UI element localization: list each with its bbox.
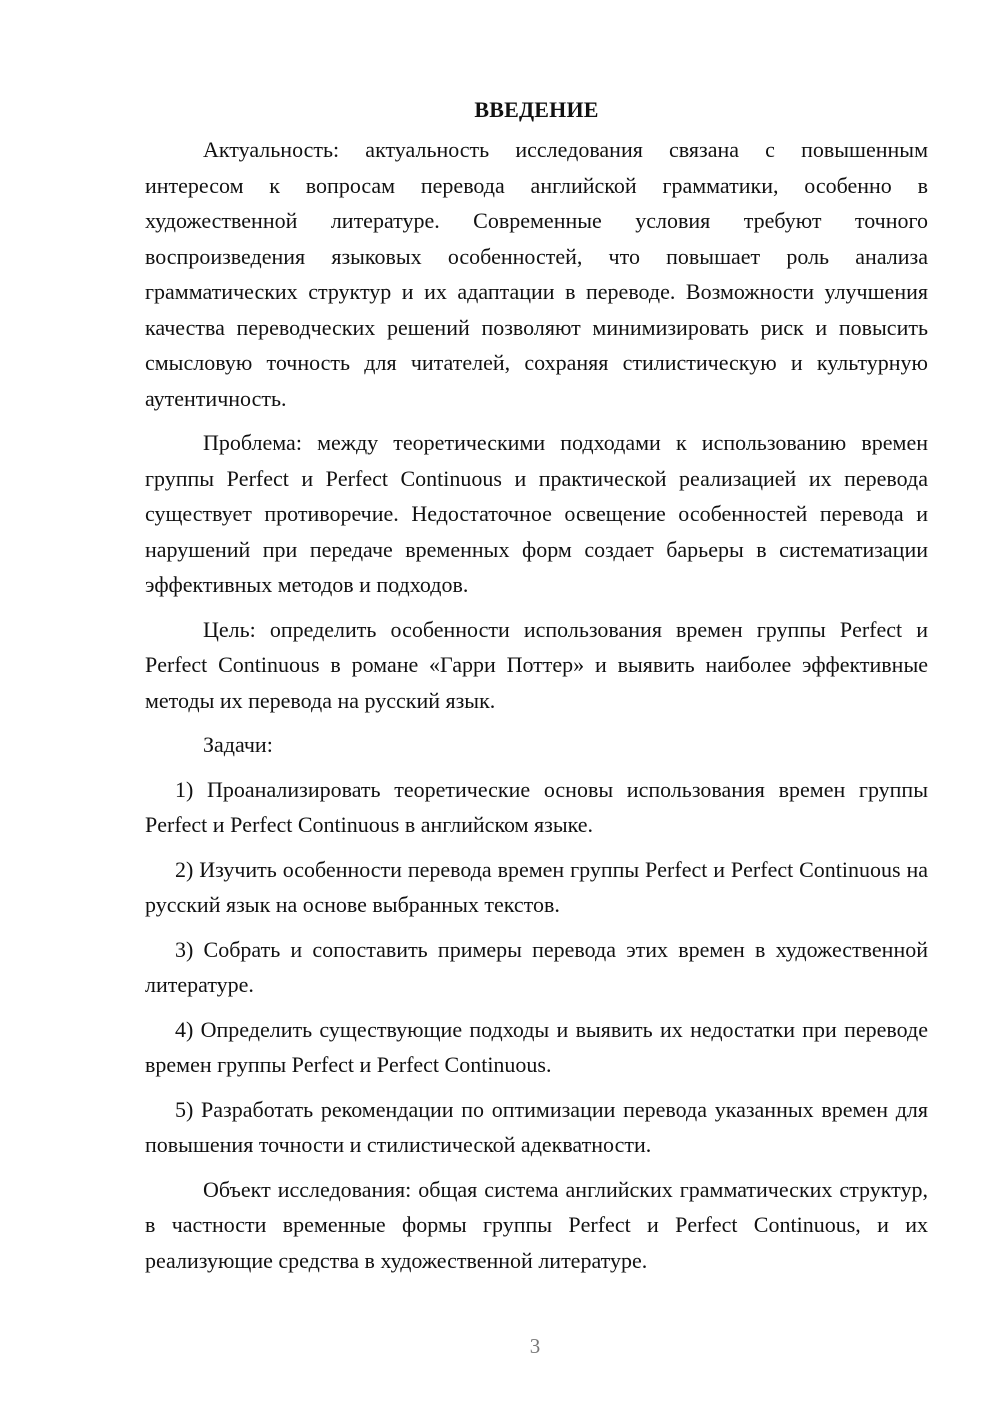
page-number: 3 — [529, 1334, 541, 1358]
section-title: ВВЕДЕНИЕ — [474, 97, 599, 122]
goal-paragraph: Цель: определить особенности использования времен группы Perfect и Perfect Continuous в романе «Гарри Поттер» и выявить наиболее эффективные методы их перевода на русский язык. — [145, 616, 928, 713]
problem-paragraph: Проблема: между теоретическими подходами к использованию времен группы Perfect и Perfect Continuous и практической реализацией их перевода существует противоречие. Недостаточное освещение особенностей перевода и нарушений при передаче временных форм создает барьеры в систематизации эффективных методов и подходов. — [145, 430, 928, 597]
task-item-5: 5) Разработать рекомендации по оптимизации перевода указанных времен для повышения точности и стилистической адекватности. — [145, 1096, 928, 1157]
tasks-label: Задачи: — [203, 732, 273, 757]
task-item-2: 2) Изучить особенности перевода времен группы Perfect и Perfect Continuous на русский язык на основе выбранных текстов. — [145, 856, 928, 917]
task-item-4: 4) Определить существующие подходы и выявить их недостатки при переводе времен группы Perfect и Perfect Continuous. — [145, 1016, 928, 1077]
object-paragraph: Объект исследования: общая система английских грамматических структур, в частности временные формы группы Perfect и Perfect Continuous, и их реализующие средства в художественной литературе. — [145, 1176, 928, 1273]
task-item-3: 3) Собрать и сопоставить примеры перевода этих времен в художественной литературе. — [145, 936, 928, 997]
page-content — [145, 92, 928, 1287]
task-item-1: 1) Проанализировать теоретические основы использования времен группы Perfect и Perfect Continuous в английском языке. — [145, 776, 928, 837]
relevance-paragraph: Актуальность: актуальность исследования связана с повышенным интересом к вопросам перевода английской грамматики, особенно в художественной литературе. Современные условия требуют точного воспроизведения языковых особенностей, что повышает роль анализа грамматических структур и их адаптации в переводе. Возможности улучшения качества переводческих решений позволяют минимизировать риск и повысить смысловую точность для читателей, сохраняя стилистическую и культурную аутентичность. — [145, 137, 928, 411]
